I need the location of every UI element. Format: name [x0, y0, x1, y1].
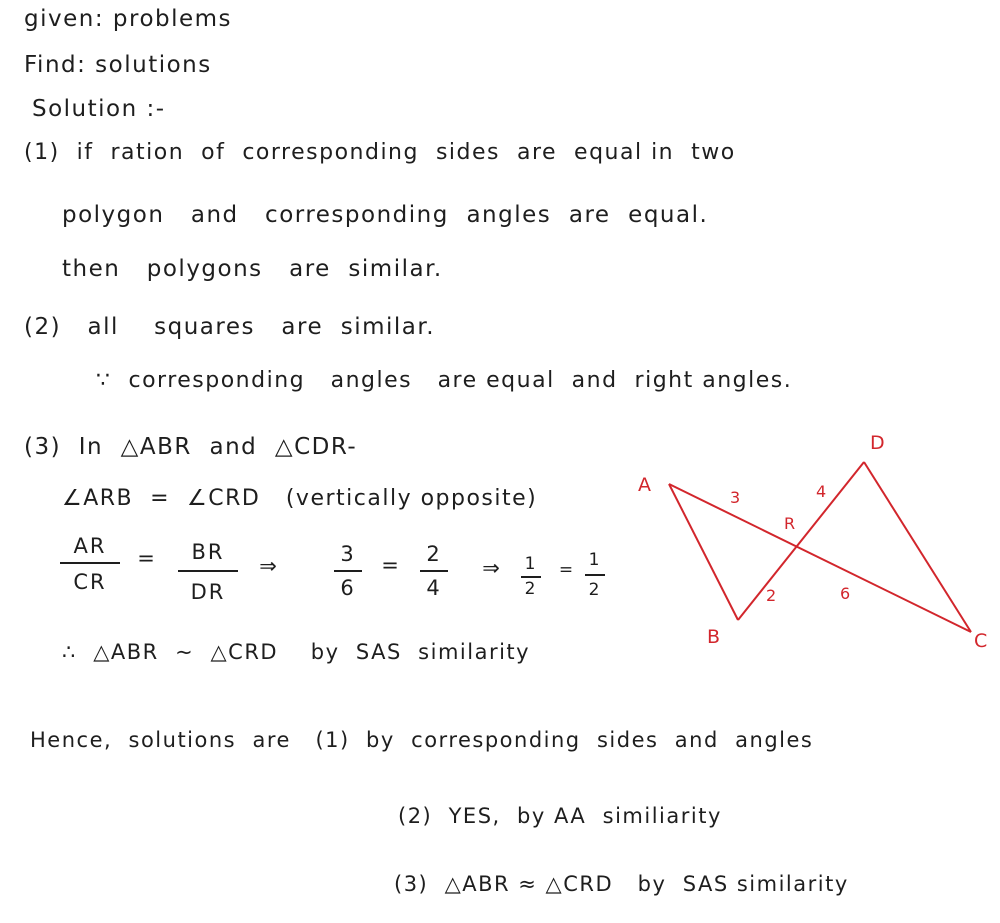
part1-line1: (1) if ration of corresponding sides are equal in two	[24, 140, 736, 165]
answers-line2: (2) YES, by AA similiarity	[398, 804, 722, 828]
solution-heading: Solution :-	[32, 96, 166, 122]
vertex-label-a: A	[638, 474, 651, 496]
equals-3: =	[558, 560, 576, 580]
implies-1: ⇒	[259, 554, 279, 578]
frac-half2-den: 2	[588, 580, 602, 600]
answers-line3: (3) △ABR ≈ △CRD by SAS similarity	[394, 872, 849, 896]
given-line: given: problems	[24, 6, 233, 32]
frac-2-den: 4	[426, 576, 442, 600]
frac-3-num: 3	[340, 542, 356, 566]
part3-angle-line: ∠ARB = ∠CRD (vertically opposite)	[62, 486, 538, 511]
side-label-cr: 6	[840, 584, 851, 603]
frac-half-num: 1	[524, 554, 538, 574]
vertex-label-r: R	[784, 514, 796, 533]
equals-1: =	[137, 546, 157, 570]
frac-br-den: DR	[190, 580, 226, 604]
implies-2: ⇒	[482, 556, 502, 580]
part3-conclusion: ∴ △ABR ∼ △CRD by SAS similarity	[62, 640, 531, 664]
segment-ab	[669, 484, 741, 620]
frac-ar-num: AR	[73, 534, 107, 558]
segment-ac	[669, 484, 971, 632]
vertex-label-d: D	[870, 432, 885, 454]
frac-br-num: BR	[191, 540, 225, 564]
frac-ar-den: CR	[73, 570, 107, 594]
find-line: Find: solutions	[24, 52, 212, 78]
answers-line1: Hence, solutions are (1) by corresponding sides and angles	[30, 728, 814, 752]
part1-line2: polygon and corresponding angles are equal.	[62, 202, 709, 228]
frac-3-den: 6	[340, 576, 356, 600]
vertex-label-c: C	[974, 630, 988, 652]
part1-line3: then polygons are similar.	[62, 256, 443, 282]
frac-half-den: 2	[524, 579, 538, 599]
frac-2-num: 2	[426, 542, 442, 566]
equals-2: =	[381, 553, 401, 577]
side-label-br: 2	[766, 586, 777, 605]
part2-line2: ∵ corresponding angles are equal and right angles.	[96, 368, 793, 393]
part3-line1: (3) In △ABR and △CDR-	[24, 434, 358, 460]
vertex-label-b: B	[707, 626, 721, 648]
part2-line1: (2) all squares are similar.	[24, 314, 436, 340]
side-label-ar: 3	[730, 488, 741, 507]
side-label-dr: 4	[816, 482, 827, 501]
frac-half2-num: 1	[588, 550, 602, 570]
